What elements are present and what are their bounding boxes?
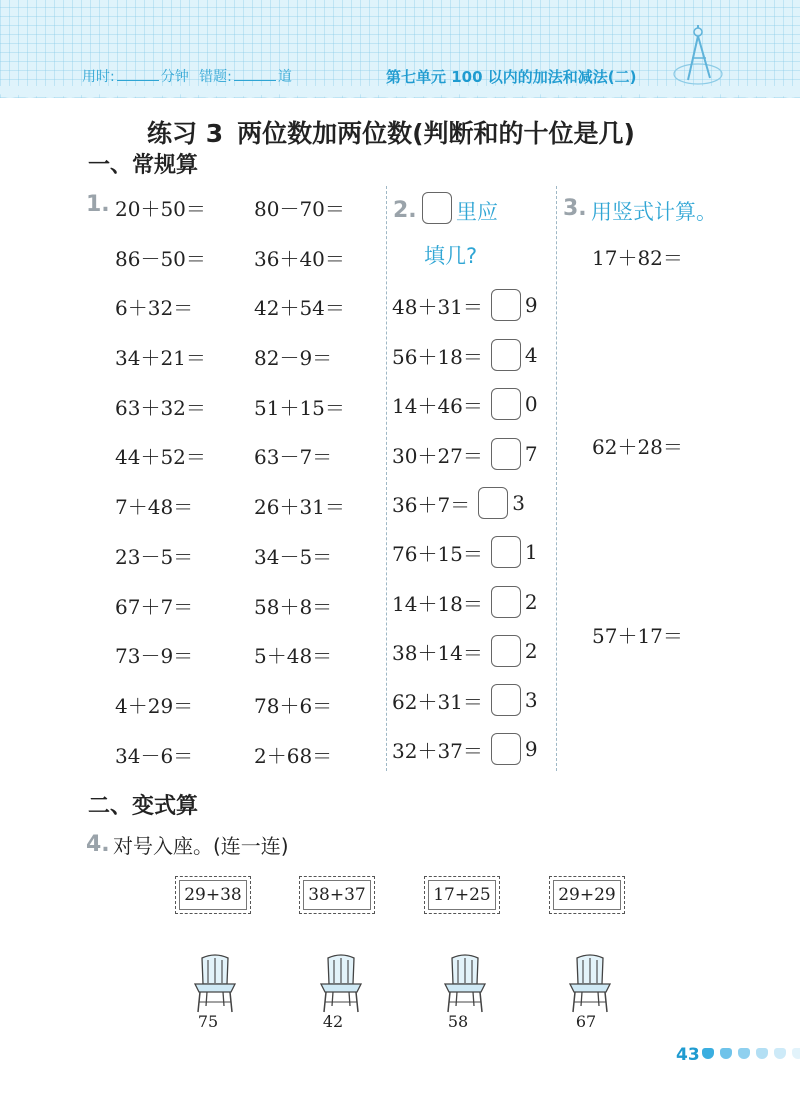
chair-icon[interactable] [440,950,500,1020]
q3-problem-1: 17＋82＝ [592,246,683,270]
q2-box-sample [422,192,452,224]
chair-number: 58 [447,1012,469,1031]
q2-expression: 48＋31＝ [392,294,483,319]
page-dots [702,1048,800,1059]
q2-row [392,682,538,718]
ones-digit: 2 [524,590,538,614]
q1-problem: 5＋48＝ [254,644,333,668]
exercise-topic: 两位数加两位数(判断和的十位是几) [237,119,635,148]
q1-problem: 42＋54＝ [254,296,345,320]
answer-box[interactable] [491,339,521,371]
answer-box[interactable] [491,684,521,716]
page-dot [774,1048,786,1059]
q4-text: 对号入座。(连一连) [113,834,289,858]
page-dot [792,1048,800,1059]
q1-problem: 82－9＝ [254,346,333,370]
answer-box[interactable] [478,487,508,519]
errors-unit: 道 [277,69,292,85]
page-dot [738,1048,750,1059]
q1-problem: 2＋68＝ [254,744,333,768]
q3-problem-2: 62＋28＝ [592,435,683,459]
expression-card[interactable] [424,876,500,914]
q1-problem: 6＋32＝ [115,296,194,320]
q2-row [392,534,538,570]
expression-card[interactable] [175,876,251,914]
page-dot [720,1048,732,1059]
q1-problem: 26＋31＝ [254,495,345,519]
compass-icon [668,22,728,92]
ones-digit: 4 [524,343,538,367]
chair-icon[interactable] [565,950,625,1020]
q2-expression: 14＋18＝ [392,591,483,616]
q1-problem: 34－5＝ [254,545,333,569]
q2-text-b: 填几? [424,244,478,268]
q3-text: 用竖式计算。 [591,200,717,224]
q1-problem: 67＋7＝ [115,595,194,619]
q2-expression: 30＋27＝ [392,443,483,468]
unit-title: 第七单元 100 以内的加法和减法(二) [386,68,637,86]
errors-label: 错题: [199,69,232,85]
divider-2 [556,186,557,771]
q1-problem: 73－9＝ [115,644,194,668]
q2-row [392,436,538,472]
expression-card[interactable] [299,876,375,914]
answer-box[interactable] [491,388,521,420]
q1-number: 1. [86,192,110,217]
time-label: 用时: [82,69,115,85]
ones-digit: 1 [524,540,538,564]
q2-expression: 38＋14＝ [392,640,483,665]
page-dot [756,1048,768,1059]
answer-box[interactable] [491,438,521,470]
answer-box[interactable] [491,586,521,618]
q1-problem: 44＋52＝ [115,445,206,469]
q2-expression: 32＋37＝ [392,738,483,763]
exercise-title [147,114,635,150]
chair-number: 75 [197,1012,219,1031]
expression-card[interactable] [549,876,625,914]
card-label: 29+29 [558,885,616,905]
ones-digit: 9 [524,293,538,317]
q1-problem: 80－70＝ [254,197,345,221]
q2-number: 2. [393,198,417,223]
q2-row [392,731,538,767]
q2-expression: 14＋46＝ [392,393,483,418]
page-number: 43 [676,1045,700,1065]
page-dot [702,1048,714,1059]
ones-digit: 0 [524,392,538,416]
q2-expression: 56＋18＝ [392,344,483,369]
answer-box[interactable] [491,635,521,667]
q3-problem-3: 57＋17＝ [592,624,683,648]
q1-problem: 78＋6＝ [254,694,333,718]
section-regular: 一、常规算 [88,153,199,178]
q2-text-a: 里应 [456,200,498,224]
q2-row [392,485,525,521]
q3-number: 3. [563,196,587,221]
q1-problem: 36＋40＝ [254,247,345,271]
answer-box[interactable] [491,733,521,765]
q2-row [392,584,538,620]
time-and-errors [82,66,292,86]
q1-problem: 63－7＝ [254,445,333,469]
ones-digit: 2 [524,639,538,663]
chair-number: 42 [322,1012,344,1031]
time-blank[interactable] [117,68,159,81]
q2-row [392,386,538,422]
chair-icon[interactable] [316,950,376,1020]
ones-digit: 9 [524,737,538,761]
q1-problem: 20＋50＝ [115,197,206,221]
q1-problem: 34－6＝ [115,744,194,768]
q1-problem: 58＋8＝ [254,595,333,619]
q1-problem: 4＋29＝ [115,694,194,718]
time-unit: 分钟 [160,69,189,85]
q2-expression: 36＋7＝ [392,492,471,517]
chair-number: 67 [575,1012,597,1031]
q1-problem: 51＋15＝ [254,396,345,420]
q1-problem: 7＋48＝ [115,495,194,519]
section-variant: 二、变式算 [88,794,199,819]
ones-digit: 3 [524,688,538,712]
ones-digit: 7 [524,442,538,466]
errors-blank[interactable] [234,68,276,81]
chair-icon[interactable] [190,950,250,1020]
answer-box[interactable] [491,536,521,568]
q1-problem: 23－5＝ [115,545,194,569]
divider-1 [386,186,387,771]
q1-problem: 34＋21＝ [115,346,206,370]
q1-problem: 63＋32＝ [115,396,206,420]
q2-row [392,633,538,669]
card-label: 38+37 [308,885,366,905]
q4-number: 4. [86,832,110,857]
q2-expression: 62＋31＝ [392,689,483,714]
q2-row [392,287,538,323]
q1-problem: 86－50＝ [115,247,206,271]
q2-expression: 76＋15＝ [392,541,483,566]
exercise-number: 练习 3 [147,119,224,148]
ones-digit: 3 [512,491,525,515]
card-label: 17+25 [433,885,491,905]
card-label: 29+38 [184,885,242,905]
q2-row [392,337,538,373]
answer-box[interactable] [491,289,521,321]
